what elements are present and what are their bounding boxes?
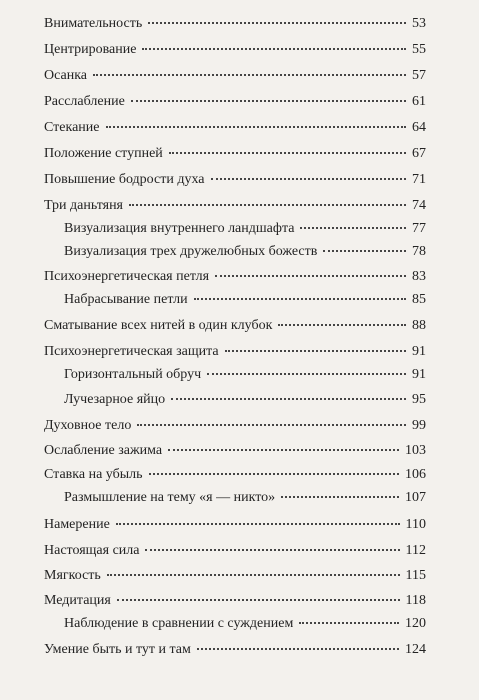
toc-entry-title: Размышление на тему «я — никто» bbox=[64, 490, 276, 505]
dot-leader bbox=[300, 227, 406, 229]
toc-entry bbox=[44, 316, 426, 336]
toc-entry bbox=[44, 118, 426, 138]
toc-entry-title: Медитация bbox=[44, 593, 111, 608]
toc-entry-page: 78 bbox=[412, 244, 426, 259]
dot-leader bbox=[278, 324, 406, 326]
toc-entry bbox=[44, 342, 426, 362]
dot-leader bbox=[145, 549, 399, 551]
toc-entry-title: Положение ступней bbox=[44, 146, 163, 161]
toc-entry-title: Визуализация трех дружелюбных божеств bbox=[64, 244, 318, 259]
dot-leader bbox=[197, 648, 399, 650]
toc-entry-title: Психоэнергетическая петля bbox=[44, 269, 210, 284]
toc-entry-title: Намерение bbox=[44, 517, 110, 532]
toc-entry-page: 99 bbox=[412, 418, 426, 433]
dot-leader bbox=[106, 126, 407, 128]
toc-entry bbox=[44, 640, 426, 660]
toc-entry-page: 83 bbox=[412, 269, 426, 284]
toc-entry-page: 55 bbox=[412, 42, 426, 57]
toc-entry bbox=[44, 66, 426, 86]
toc-subentry bbox=[64, 242, 426, 262]
toc-entry bbox=[44, 196, 426, 216]
toc-entry bbox=[44, 14, 426, 34]
toc-entry-title: Психоэнергетическая защита bbox=[44, 344, 219, 359]
toc-entry-page: 118 bbox=[405, 593, 426, 608]
dot-leader bbox=[194, 298, 406, 300]
dot-leader bbox=[131, 100, 406, 102]
dot-leader bbox=[117, 599, 400, 601]
toc-entry bbox=[44, 591, 426, 611]
toc-entry bbox=[44, 566, 426, 586]
toc-entry bbox=[44, 144, 426, 164]
dot-leader bbox=[171, 398, 406, 400]
dot-leader bbox=[107, 574, 400, 576]
toc-entry bbox=[44, 92, 426, 112]
dot-leader bbox=[93, 74, 406, 76]
dot-leader bbox=[215, 275, 406, 277]
toc-entry-page: 74 bbox=[412, 198, 426, 213]
toc-entry-title: Визуализация внутреннего ландшафта bbox=[64, 221, 295, 236]
toc-entry-title: Центрирование bbox=[44, 42, 137, 57]
toc-entry-page: 91 bbox=[412, 367, 426, 382]
toc-entry-title: Набрасывание петли bbox=[64, 292, 188, 307]
toc-entry-page: 120 bbox=[405, 616, 426, 631]
toc-entry bbox=[44, 515, 426, 535]
toc-entry-title: Умение быть и тут и там bbox=[44, 642, 191, 657]
toc-entry-title: Горизонтальный обруч bbox=[64, 367, 202, 382]
toc-entry bbox=[44, 267, 426, 287]
toc-subentry bbox=[64, 290, 426, 310]
toc-entry-page: 53 bbox=[412, 16, 426, 31]
dot-leader bbox=[169, 152, 406, 154]
toc-entry bbox=[44, 416, 426, 436]
toc-entry bbox=[44, 40, 426, 60]
toc-entry-page: 103 bbox=[405, 443, 426, 458]
toc-entry bbox=[44, 170, 426, 190]
dot-leader bbox=[211, 178, 407, 180]
dot-leader bbox=[148, 22, 406, 24]
toc-subentry bbox=[64, 219, 426, 239]
toc-entry-title: Мягкость bbox=[44, 568, 101, 583]
toc-entry-title: Осанка bbox=[44, 68, 88, 83]
toc-subentry bbox=[64, 614, 426, 634]
toc-entry-page: 112 bbox=[405, 543, 426, 558]
toc-subentry bbox=[64, 390, 426, 410]
toc-entry-title: Духовное тело bbox=[44, 418, 132, 433]
toc-entry-title: Расслабление bbox=[44, 94, 125, 109]
dot-leader bbox=[149, 473, 400, 475]
dot-leader bbox=[299, 622, 399, 624]
toc-entry-page: 61 bbox=[412, 94, 426, 109]
dot-leader bbox=[207, 373, 406, 375]
dot-leader bbox=[116, 523, 400, 525]
toc-entry-page: 91 bbox=[412, 344, 426, 359]
toc-entry-title: Лучезарное яйцо bbox=[64, 392, 166, 407]
toc-entry bbox=[44, 541, 426, 561]
toc-entry-page: 106 bbox=[405, 467, 426, 482]
toc-entry-page: 115 bbox=[405, 568, 426, 583]
toc-entry-title: Ставка на убыль bbox=[44, 467, 143, 482]
toc-entry-page: 64 bbox=[412, 120, 426, 135]
toc-entry-page: 110 bbox=[405, 517, 426, 532]
toc-entry-title: Ослабление зажима bbox=[44, 443, 163, 458]
toc-entry-page: 57 bbox=[412, 68, 426, 83]
toc-subentry bbox=[64, 488, 426, 508]
toc-entry-page: 77 bbox=[412, 221, 426, 236]
dot-leader bbox=[225, 350, 406, 352]
dot-leader bbox=[137, 424, 406, 426]
toc-entry-title: Три даньтяня bbox=[44, 198, 123, 213]
dot-leader bbox=[323, 250, 406, 252]
toc-subentry bbox=[64, 365, 426, 385]
dot-leader bbox=[129, 204, 406, 206]
toc-entry-title: Повышение бодрости духа bbox=[44, 172, 205, 187]
toc-entry-title: Наблюдение в сравнении с суждением bbox=[64, 616, 294, 631]
toc-entry-page: 71 bbox=[412, 172, 426, 187]
dot-leader bbox=[168, 449, 399, 451]
dot-leader bbox=[142, 48, 406, 50]
toc-entry-title: Внимательность bbox=[44, 16, 143, 31]
toc-entry-page: 88 bbox=[412, 318, 426, 333]
toc-entry bbox=[44, 441, 426, 461]
toc-entry-page: 85 bbox=[412, 292, 426, 307]
toc-entry-title: Стекание bbox=[44, 120, 100, 135]
toc-entry-page: 124 bbox=[405, 642, 426, 657]
toc-entry-title: Настоящая сила bbox=[44, 543, 140, 558]
toc-entry-page: 107 bbox=[405, 490, 426, 505]
toc-entry-title: Сматывание всех нитей в один клубок bbox=[44, 318, 273, 333]
toc-entry bbox=[44, 465, 426, 485]
dot-leader bbox=[281, 496, 399, 498]
toc-entry-page: 95 bbox=[412, 392, 426, 407]
toc-entry-page: 67 bbox=[412, 146, 426, 161]
